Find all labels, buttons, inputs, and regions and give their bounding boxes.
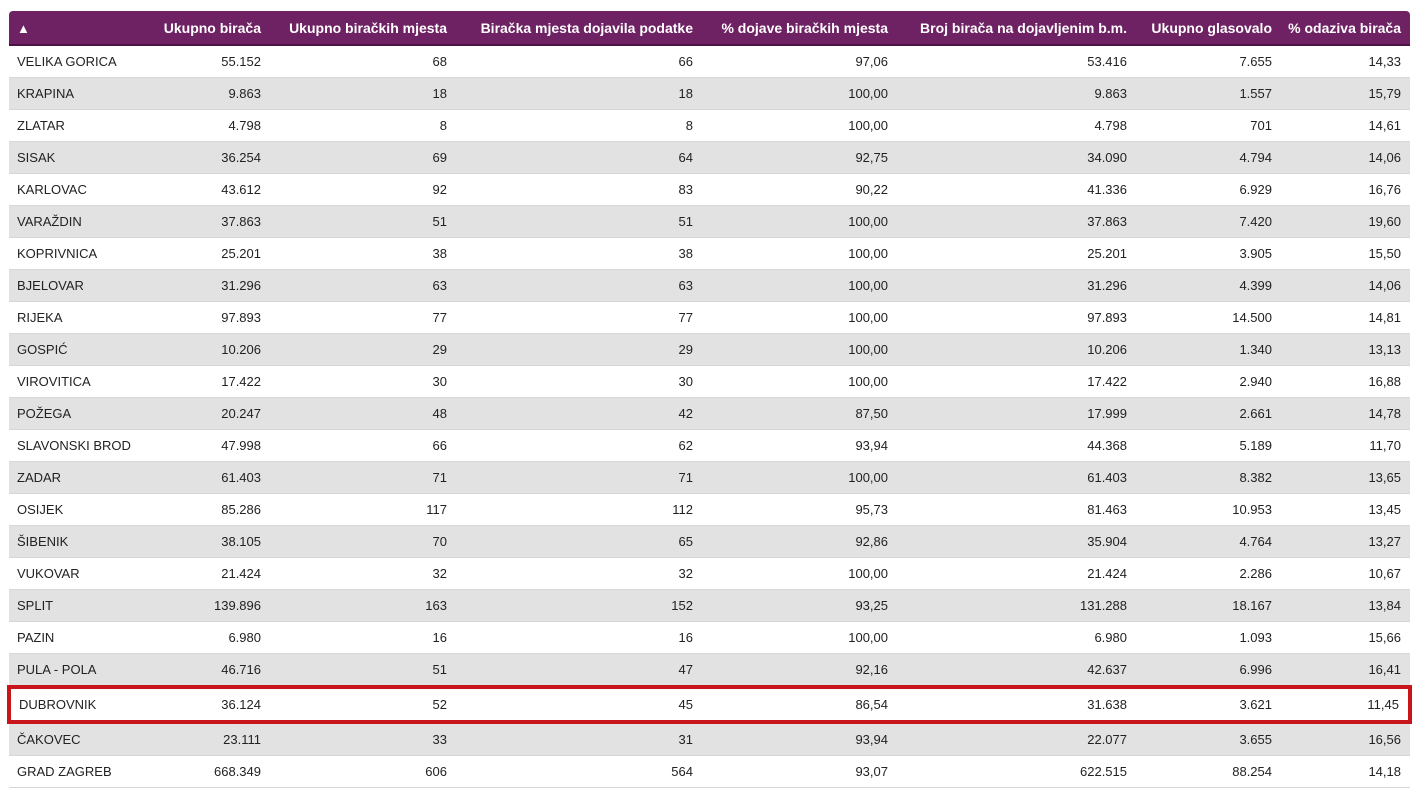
cell-stations-reported: 47: [456, 654, 702, 688]
cell-voters-reported-stations: 131.288: [897, 590, 1136, 622]
table-row: [9, 174, 1410, 206]
cell-stations-reported: 16: [456, 622, 702, 654]
cell-stations-reported: 65: [456, 526, 702, 558]
cell-total-polling-stations: 70: [270, 526, 456, 558]
cell-stations-reported: 62: [456, 430, 702, 462]
cell-city-name: ZADAR: [9, 462, 136, 494]
cell-total-polling-stations: 18: [270, 78, 456, 110]
cell-total-polling-stations: 8: [270, 110, 456, 142]
cell-total-voters: 10.206: [136, 334, 270, 366]
results-table: [7, 11, 1412, 788]
cell-total-voters: 20.247: [136, 398, 270, 430]
table-row: [9, 722, 1410, 756]
cell-total-voters: 85.286: [136, 494, 270, 526]
cell-total-polling-stations: 51: [270, 206, 456, 238]
cell-turnout-percent: 11,70: [1281, 430, 1410, 462]
cell-total-polling-stations: 92: [270, 174, 456, 206]
results-table-container: [7, 11, 1408, 788]
cell-total-voters: 46.716: [136, 654, 270, 688]
cell-turnout-percent: 13,27: [1281, 526, 1410, 558]
cell-stations-reported: 152: [456, 590, 702, 622]
cell-city-name: KRAPINA: [9, 78, 136, 110]
cell-turnout-percent: 14,61: [1281, 110, 1410, 142]
cell-voters-reported-stations: 53.416: [897, 45, 1136, 78]
cell-city-name: POŽEGA: [9, 398, 136, 430]
cell-city-name: RIJEKA: [9, 302, 136, 334]
cell-turnout-percent: 13,45: [1281, 494, 1410, 526]
table-row: [9, 756, 1410, 788]
cell-percent-reported: 95,73: [702, 494, 897, 526]
cell-total-voted: 3.905: [1136, 238, 1281, 270]
cell-city-name: SPLIT: [9, 590, 136, 622]
cell-voters-reported-stations: 97.893: [897, 302, 1136, 334]
cell-voters-reported-stations: 44.368: [897, 430, 1136, 462]
cell-city-name: ZLATAR: [9, 110, 136, 142]
cell-total-polling-stations: 16: [270, 622, 456, 654]
cell-city-name: OSIJEK: [9, 494, 136, 526]
cell-voters-reported-stations: 6.980: [897, 622, 1136, 654]
cell-city-name: SISAK: [9, 142, 136, 174]
cell-percent-reported: 86,54: [702, 687, 897, 722]
cell-turnout-percent: 15,66: [1281, 622, 1410, 654]
cell-turnout-percent: 13,65: [1281, 462, 1410, 494]
table-row: [9, 622, 1410, 654]
cell-city-name: PULA - POLA: [9, 654, 136, 688]
cell-total-voted: 7.655: [1136, 45, 1281, 78]
cell-stations-reported: 32: [456, 558, 702, 590]
table-row: [9, 590, 1410, 622]
cell-total-voted: 4.399: [1136, 270, 1281, 302]
cell-city-name: KARLOVAC: [9, 174, 136, 206]
cell-turnout-percent: 16,41: [1281, 654, 1410, 688]
cell-total-voters: 17.422: [136, 366, 270, 398]
cell-stations-reported: 64: [456, 142, 702, 174]
cell-turnout-percent: 14,18: [1281, 756, 1410, 788]
table-body: [9, 45, 1410, 788]
cell-voters-reported-stations: 10.206: [897, 334, 1136, 366]
cell-total-voters: 6.980: [136, 622, 270, 654]
cell-total-voted: 4.794: [1136, 142, 1281, 174]
cell-total-voters: 43.612: [136, 174, 270, 206]
cell-voters-reported-stations: 81.463: [897, 494, 1136, 526]
table-row: [9, 526, 1410, 558]
cell-stations-reported: 51: [456, 206, 702, 238]
table-row: [9, 270, 1410, 302]
cell-city-name: ŠIBENIK: [9, 526, 136, 558]
cell-total-voters: 4.798: [136, 110, 270, 142]
cell-total-polling-stations: 68: [270, 45, 456, 78]
cell-city-name: SLAVONSKI BROD: [9, 430, 136, 462]
cell-stations-reported: 112: [456, 494, 702, 526]
table-row: [9, 78, 1410, 110]
cell-stations-reported: 83: [456, 174, 702, 206]
cell-voters-reported-stations: 31.296: [897, 270, 1136, 302]
table-row: [9, 206, 1410, 238]
cell-percent-reported: 93,07: [702, 756, 897, 788]
table-row: [9, 430, 1410, 462]
cell-stations-reported: 8: [456, 110, 702, 142]
cell-total-polling-stations: 51: [270, 654, 456, 688]
cell-percent-reported: 100,00: [702, 110, 897, 142]
cell-city-name: ČAKOVEC: [9, 722, 136, 756]
cell-voters-reported-stations: 35.904: [897, 526, 1136, 558]
cell-percent-reported: 100,00: [702, 206, 897, 238]
header-total-polling-stations[interactable]: Ukupno biračkih mjesta: [270, 11, 456, 45]
cell-total-polling-stations: 48: [270, 398, 456, 430]
cell-total-voted: 2.940: [1136, 366, 1281, 398]
cell-voters-reported-stations: 21.424: [897, 558, 1136, 590]
cell-stations-reported: 66: [456, 45, 702, 78]
cell-total-voted: 6.929: [1136, 174, 1281, 206]
cell-percent-reported: 97,06: [702, 45, 897, 78]
cell-city-name: KOPRIVNICA: [9, 238, 136, 270]
table-row: [9, 398, 1410, 430]
cell-percent-reported: 100,00: [702, 462, 897, 494]
cell-total-polling-stations: 77: [270, 302, 456, 334]
cell-voters-reported-stations: 61.403: [897, 462, 1136, 494]
cell-total-voters: 668.349: [136, 756, 270, 788]
cell-total-voters: 97.893: [136, 302, 270, 334]
cell-turnout-percent: 16,76: [1281, 174, 1410, 206]
cell-total-voted: 14.500: [1136, 302, 1281, 334]
cell-total-voters: 9.863: [136, 78, 270, 110]
cell-city-name: PAZIN: [9, 622, 136, 654]
cell-turnout-percent: 14,06: [1281, 270, 1410, 302]
cell-total-voted: 8.382: [1136, 462, 1281, 494]
cell-percent-reported: 93,25: [702, 590, 897, 622]
cell-total-voted: 6.996: [1136, 654, 1281, 688]
cell-turnout-percent: 19,60: [1281, 206, 1410, 238]
cell-voters-reported-stations: 4.798: [897, 110, 1136, 142]
cell-total-voters: 47.998: [136, 430, 270, 462]
table-row: [9, 334, 1410, 366]
cell-city-name: BJELOVAR: [9, 270, 136, 302]
cell-voters-reported-stations: 17.422: [897, 366, 1136, 398]
table-row: [9, 238, 1410, 270]
table-row: [9, 462, 1410, 494]
cell-total-voted: 18.167: [1136, 590, 1281, 622]
cell-total-voters: 61.403: [136, 462, 270, 494]
cell-turnout-percent: 11,45: [1281, 687, 1410, 722]
cell-city-name: DUBROVNIK: [9, 687, 136, 722]
cell-total-voters: 36.254: [136, 142, 270, 174]
cell-voters-reported-stations: 25.201: [897, 238, 1136, 270]
cell-voters-reported-stations: 17.999: [897, 398, 1136, 430]
cell-total-polling-stations: 30: [270, 366, 456, 398]
cell-total-polling-stations: 32: [270, 558, 456, 590]
cell-stations-reported: 71: [456, 462, 702, 494]
cell-percent-reported: 93,94: [702, 722, 897, 756]
cell-percent-reported: 100,00: [702, 558, 897, 590]
cell-stations-reported: 63: [456, 270, 702, 302]
cell-total-voters: 37.863: [136, 206, 270, 238]
cell-stations-reported: 77: [456, 302, 702, 334]
cell-city-name: GOSPIĆ: [9, 334, 136, 366]
sort-column-header[interactable]: [9, 11, 136, 45]
cell-total-polling-stations: 63: [270, 270, 456, 302]
cell-turnout-percent: 14,33: [1281, 45, 1410, 78]
cell-total-polling-stations: 163: [270, 590, 456, 622]
cell-total-voted: 701: [1136, 110, 1281, 142]
cell-voters-reported-stations: 41.336: [897, 174, 1136, 206]
cell-total-polling-stations: 29: [270, 334, 456, 366]
table-row: [9, 302, 1410, 334]
cell-turnout-percent: 14,81: [1281, 302, 1410, 334]
cell-stations-reported: 564: [456, 756, 702, 788]
cell-total-voters: 31.296: [136, 270, 270, 302]
cell-total-voters: 38.105: [136, 526, 270, 558]
cell-total-voted: 4.764: [1136, 526, 1281, 558]
cell-total-voters: 23.111: [136, 722, 270, 756]
cell-percent-reported: 100,00: [702, 270, 897, 302]
cell-stations-reported: 42: [456, 398, 702, 430]
cell-total-voted: 10.953: [1136, 494, 1281, 526]
table-row: [9, 142, 1410, 174]
cell-percent-reported: 87,50: [702, 398, 897, 430]
cell-percent-reported: 100,00: [702, 302, 897, 334]
cell-total-voters: 25.201: [136, 238, 270, 270]
cell-stations-reported: 45: [456, 687, 702, 722]
cell-percent-reported: 92,16: [702, 654, 897, 688]
cell-city-name: GRAD ZAGREB: [9, 756, 136, 788]
cell-city-name: VARAŽDIN: [9, 206, 136, 238]
cell-total-polling-stations: 66: [270, 430, 456, 462]
cell-total-voted: 1.093: [1136, 622, 1281, 654]
header-turnout-percent[interactable]: % odaziva birača: [1281, 11, 1410, 45]
cell-voters-reported-stations: 9.863: [897, 78, 1136, 110]
header-stations-reported[interactable]: Biračka mjesta dojavila podatke: [456, 11, 702, 45]
cell-turnout-percent: 10,67: [1281, 558, 1410, 590]
cell-voters-reported-stations: 34.090: [897, 142, 1136, 174]
cell-total-polling-stations: 69: [270, 142, 456, 174]
cell-city-name: VIROVITICA: [9, 366, 136, 398]
cell-total-polling-stations: 117: [270, 494, 456, 526]
cell-percent-reported: 90,22: [702, 174, 897, 206]
cell-total-voted: 3.655: [1136, 722, 1281, 756]
cell-voters-reported-stations: 37.863: [897, 206, 1136, 238]
cell-turnout-percent: 16,88: [1281, 366, 1410, 398]
cell-turnout-percent: 16,56: [1281, 722, 1410, 756]
cell-turnout-percent: 15,79: [1281, 78, 1410, 110]
header-row: [9, 11, 1410, 45]
cell-stations-reported: 38: [456, 238, 702, 270]
table-row: [9, 45, 1410, 78]
cell-total-polling-stations: 38: [270, 238, 456, 270]
cell-stations-reported: 30: [456, 366, 702, 398]
cell-percent-reported: 100,00: [702, 334, 897, 366]
cell-stations-reported: 31: [456, 722, 702, 756]
cell-total-voted: 5.189: [1136, 430, 1281, 462]
table-row: [9, 654, 1410, 688]
cell-total-voters: 139.896: [136, 590, 270, 622]
cell-total-polling-stations: 33: [270, 722, 456, 756]
cell-stations-reported: 18: [456, 78, 702, 110]
cell-total-polling-stations: 606: [270, 756, 456, 788]
cell-total-voted: 1.557: [1136, 78, 1281, 110]
cell-voters-reported-stations: 622.515: [897, 756, 1136, 788]
cell-turnout-percent: 13,84: [1281, 590, 1410, 622]
cell-percent-reported: 93,94: [702, 430, 897, 462]
cell-total-voted: 88.254: [1136, 756, 1281, 788]
cell-percent-reported: 100,00: [702, 238, 897, 270]
cell-total-polling-stations: 71: [270, 462, 456, 494]
table-row: [9, 110, 1410, 142]
sort-ascending-icon: ▲: [17, 20, 30, 36]
cell-total-voters: 21.424: [136, 558, 270, 590]
cell-total-voted: 7.420: [1136, 206, 1281, 238]
cell-turnout-percent: 14,06: [1281, 142, 1410, 174]
cell-turnout-percent: 15,50: [1281, 238, 1410, 270]
cell-total-voted: 2.286: [1136, 558, 1281, 590]
cell-total-voters: 36.124: [136, 687, 270, 722]
header-percent-reported[interactable]: % dojave biračkih mjesta: [702, 11, 897, 45]
cell-total-polling-stations: 52: [270, 687, 456, 722]
header-total-voted[interactable]: Ukupno glasovalo: [1136, 11, 1281, 45]
cell-stations-reported: 29: [456, 334, 702, 366]
cell-percent-reported: 100,00: [702, 366, 897, 398]
cell-total-voted: 3.621: [1136, 687, 1281, 722]
cell-voters-reported-stations: 31.638: [897, 687, 1136, 722]
header-voters-reported-stations[interactable]: Broj birača na dojavljenim b.m.: [897, 11, 1136, 45]
cell-turnout-percent: 14,78: [1281, 398, 1410, 430]
cell-percent-reported: 100,00: [702, 622, 897, 654]
cell-percent-reported: 100,00: [702, 78, 897, 110]
table-row: [9, 494, 1410, 526]
cell-voters-reported-stations: 42.637: [897, 654, 1136, 688]
table-row: [9, 558, 1410, 590]
cell-percent-reported: 92,75: [702, 142, 897, 174]
header-total-voters[interactable]: Ukupno birača: [136, 11, 270, 45]
cell-percent-reported: 92,86: [702, 526, 897, 558]
cell-turnout-percent: 13,13: [1281, 334, 1410, 366]
cell-voters-reported-stations: 22.077: [897, 722, 1136, 756]
cell-total-voted: 2.661: [1136, 398, 1281, 430]
cell-city-name: VUKOVAR: [9, 558, 136, 590]
cell-total-voters: 55.152: [136, 45, 270, 78]
cell-city-name: VELIKA GORICA: [9, 45, 136, 78]
table-row: [9, 366, 1410, 398]
cell-total-voted: 1.340: [1136, 334, 1281, 366]
table-row-highlighted: [9, 687, 1410, 722]
